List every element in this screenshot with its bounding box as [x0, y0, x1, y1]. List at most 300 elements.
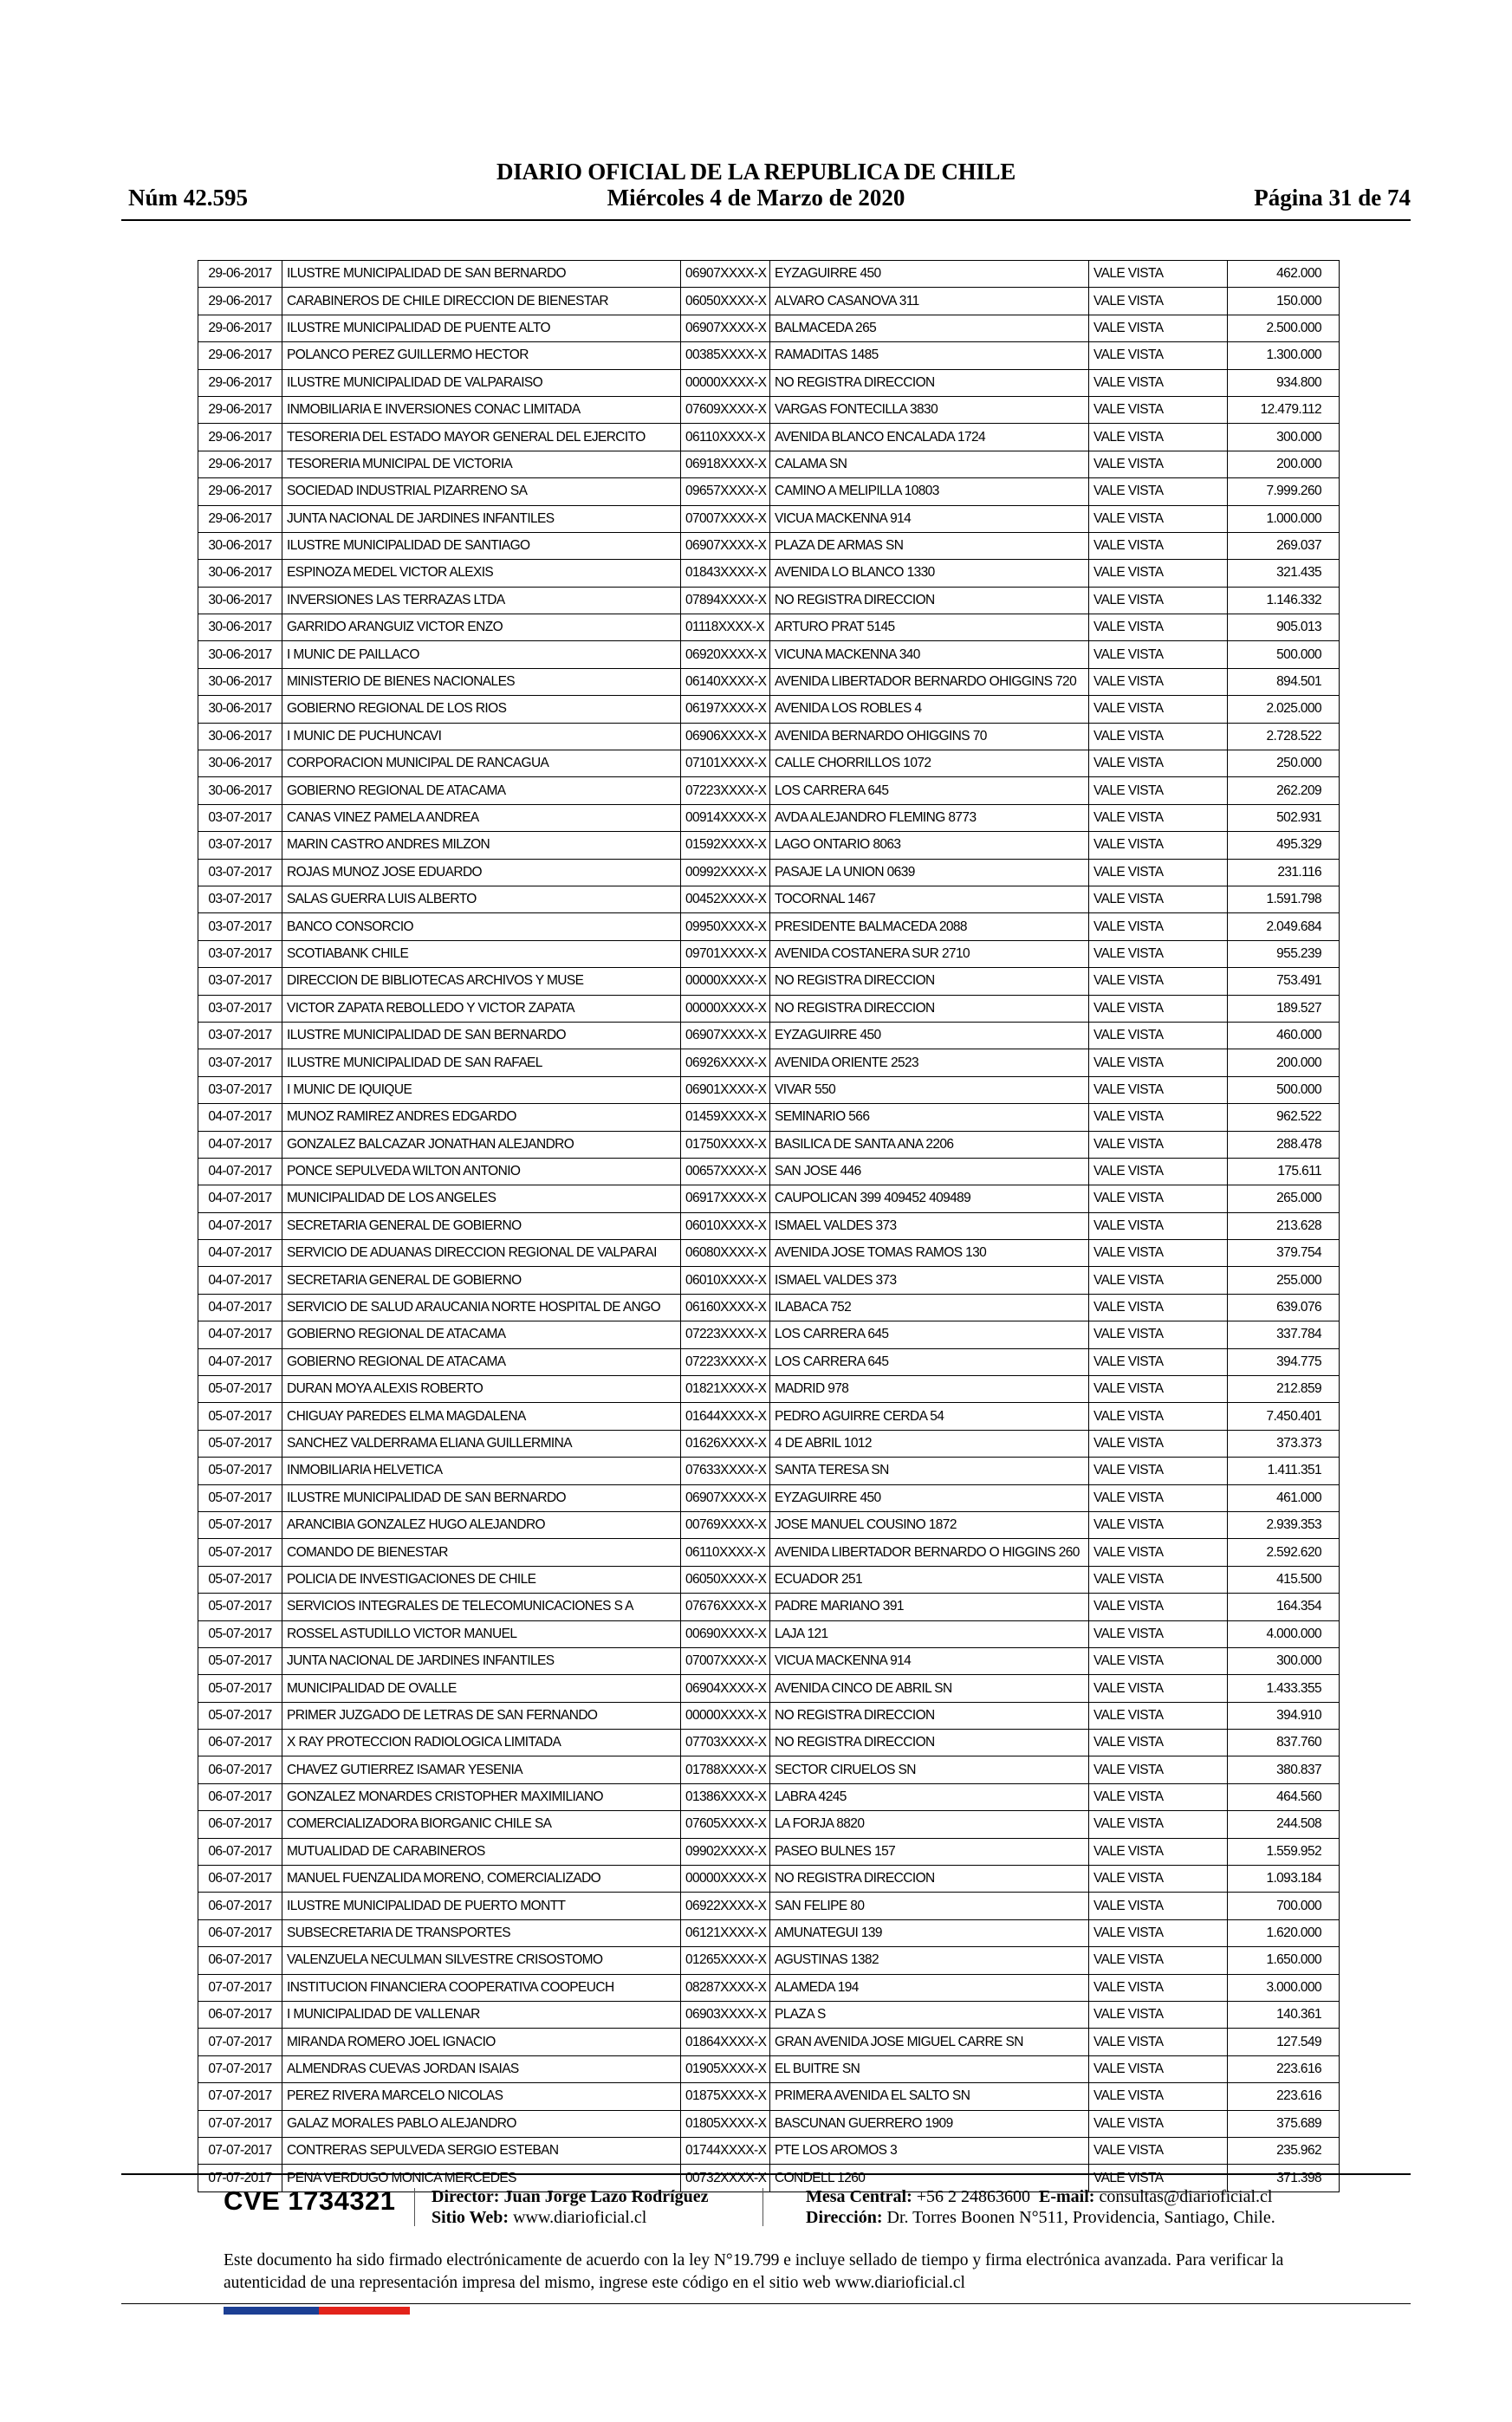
footer-separator	[414, 2188, 415, 2226]
beneficiary-cell: ROSSEL ASTUDILLO VICTOR MANUEL	[282, 1620, 681, 1647]
document-type-cell: VALE VISTA	[1089, 1294, 1228, 1321]
date-cell: 30-06-2017	[198, 641, 282, 668]
document-type-cell: VALE VISTA	[1089, 668, 1228, 695]
rut-cell: 06901XXXX-X	[681, 1076, 770, 1103]
footer-divider-bottom	[121, 2303, 1411, 2304]
date-cell: 05-07-2017	[198, 1458, 282, 1484]
table-row	[198, 1919, 1340, 1946]
address-cell: ISMAEL VALDES 373	[770, 1212, 1089, 1239]
rut-cell: 06907XXXX-X	[681, 315, 770, 341]
rut-cell: 07894XXXX-X	[681, 587, 770, 614]
beneficiary-cell: SOCIEDAD INDUSTRIAL PIZARRENO SA	[282, 478, 681, 505]
date-cell: 06-07-2017	[198, 1919, 282, 1946]
amount-cell: 3.000.000	[1228, 1974, 1340, 2001]
beneficiary-cell: I MUNICIPALIDAD DE VALLENAR	[282, 2002, 681, 2029]
rut-cell: 06050XXXX-X	[681, 288, 770, 315]
contact-block	[806, 2186, 1275, 2228]
address-cell: AVENIDA CINCO DE ABRIL SN	[770, 1675, 1089, 1702]
document-type-cell: VALE VISTA	[1089, 1783, 1228, 1810]
beneficiary-cell: INMOBILIARIA HELVETICA	[282, 1458, 681, 1484]
table-row	[198, 1076, 1340, 1103]
address-cell: AVDA ALEJANDRO FLEMING 8773	[770, 804, 1089, 831]
address-cell: VICUNA MACKENNA 340	[770, 641, 1089, 668]
amount-cell: 905.013	[1228, 614, 1340, 641]
rut-cell: 06922XXXX-X	[681, 1893, 770, 1919]
document-type-cell: VALE VISTA	[1089, 1838, 1228, 1865]
beneficiary-cell: DURAN MOYA ALEXIS ROBERTO	[282, 1376, 681, 1403]
address-cell: VICUA MACKENNA 914	[770, 1647, 1089, 1674]
amount-cell: 200.000	[1228, 451, 1340, 477]
amount-cell: 175.611	[1228, 1158, 1340, 1185]
rut-cell: 01843XXXX-X	[681, 560, 770, 587]
rut-cell: 07676XXXX-X	[681, 1594, 770, 1620]
amount-cell: 1.559.952	[1228, 1838, 1340, 1865]
amount-cell: 7.999.260	[1228, 478, 1340, 505]
beneficiary-cell: CHAVEZ GUTIERREZ ISAMAR YESENIA	[282, 1756, 681, 1783]
footer-separator	[762, 2188, 763, 2226]
date-cell: 05-07-2017	[198, 1594, 282, 1620]
beneficiary-cell: MUNOZ RAMIREZ ANDRES EDGARDO	[282, 1104, 681, 1131]
address-label: Dirección:	[806, 2208, 883, 2227]
date-cell: 05-07-2017	[198, 1430, 282, 1457]
date-cell: 05-07-2017	[198, 1675, 282, 1702]
document-type-cell: VALE VISTA	[1089, 723, 1228, 750]
date-cell: 07-07-2017	[198, 2029, 282, 2055]
rut-cell: 06907XXXX-X	[681, 1484, 770, 1511]
table-row	[198, 1403, 1340, 1430]
address-cell: PRESIDENTE BALMACEDA 2088	[770, 913, 1089, 940]
amount-cell: 250.000	[1228, 750, 1340, 777]
beneficiary-cell: ILUSTRE MUNICIPALIDAD DE SANTIAGO	[282, 532, 681, 559]
date-cell: 05-07-2017	[198, 1647, 282, 1674]
document-type-cell: VALE VISTA	[1089, 451, 1228, 477]
rut-cell: 01744XXXX-X	[681, 2137, 770, 2164]
beneficiary-cell: GONZALEZ BALCAZAR JONATHAN ALEJANDRO	[282, 1131, 681, 1158]
table-row	[198, 1620, 1340, 1647]
table-row	[198, 1267, 1340, 1294]
document-type-cell: VALE VISTA	[1089, 1049, 1228, 1076]
amount-cell: 244.508	[1228, 1811, 1340, 1838]
document-type-cell: VALE VISTA	[1089, 505, 1228, 532]
document-type-cell: VALE VISTA	[1089, 1104, 1228, 1131]
director-name: Juan Jorge Lazo Rodríguez	[503, 2187, 709, 2206]
rut-cell: 07223XXXX-X	[681, 1348, 770, 1375]
address-cell: LAJA 121	[770, 1620, 1089, 1647]
flag-stripe	[224, 2307, 410, 2315]
publication-title: DIARIO OFICIAL DE LA REPUBLICA DE CHILE	[496, 159, 1016, 185]
beneficiary-cell: PEREZ RIVERA MARCELO NICOLAS	[282, 2083, 681, 2110]
document-type-cell: VALE VISTA	[1089, 1267, 1228, 1294]
beneficiary-cell: CORPORACION MUNICIPAL DE RANCAGUA	[282, 750, 681, 777]
document-type-cell: VALE VISTA	[1089, 1919, 1228, 1946]
rut-cell: 07007XXXX-X	[681, 1647, 770, 1674]
beneficiary-cell: ILUSTRE MUNICIPALIDAD DE SAN BERNARDO	[282, 1484, 681, 1511]
table-row	[198, 1458, 1340, 1484]
table-row	[198, 1702, 1340, 1729]
date-cell: 30-06-2017	[198, 587, 282, 614]
beneficiary-cell: GONZALEZ MONARDES CRISTOPHER MAXIMILIANO	[282, 1783, 681, 1810]
date-cell: 06-07-2017	[198, 2002, 282, 2029]
document-type-cell: VALE VISTA	[1089, 2029, 1228, 2055]
beneficiary-cell: INSTITUCION FINANCIERA COOPERATIVA COOPEUCH	[282, 1974, 681, 2001]
document-type-cell: VALE VISTA	[1089, 832, 1228, 859]
flag-blue-band	[224, 2307, 319, 2315]
date-cell: 04-07-2017	[198, 1158, 282, 1185]
date-cell: 07-07-2017	[198, 2165, 282, 2191]
date-cell: 07-07-2017	[198, 2055, 282, 2082]
address-cell: AVENIDA LO BLANCO 1330	[770, 560, 1089, 587]
date-cell: 04-07-2017	[198, 1267, 282, 1294]
amount-cell: 140.361	[1228, 2002, 1340, 2029]
site-link[interactable]: www.diarioficial.cl	[513, 2208, 647, 2227]
beneficiary-cell: ALMENDRAS CUEVAS JORDAN ISAIAS	[282, 2055, 681, 2082]
document-type-cell: VALE VISTA	[1089, 1866, 1228, 1893]
rut-cell: 00732XXXX-X	[681, 2165, 770, 2191]
address-cell: AVENIDA BLANCO ENCALADA 1724	[770, 424, 1089, 451]
rut-cell: 09657XXXX-X	[681, 478, 770, 505]
table-row	[198, 1594, 1340, 1620]
beneficiary-cell: COMERCIALIZADORA BIORGANIC CHILE SA	[282, 1811, 681, 1838]
date-cell: 30-06-2017	[198, 560, 282, 587]
table-row	[198, 804, 1340, 831]
table-row	[198, 1294, 1340, 1321]
beneficiary-cell: ILUSTRE MUNICIPALIDAD DE PUENTE ALTO	[282, 315, 681, 341]
table-row	[198, 1212, 1340, 1239]
beneficiary-cell: GOBIERNO REGIONAL DE ATACAMA	[282, 1321, 681, 1348]
rut-cell: 06906XXXX-X	[681, 723, 770, 750]
table-row	[198, 1484, 1340, 1511]
beneficiary-cell: INVERSIONES LAS TERRAZAS LTDA	[282, 587, 681, 614]
rut-cell: 06140XXXX-X	[681, 668, 770, 695]
address-cell: GRAN AVENIDA JOSE MIGUEL CARRE SN	[770, 2029, 1089, 2055]
amount-cell: 265.000	[1228, 1185, 1340, 1212]
amount-cell: 500.000	[1228, 641, 1340, 668]
date-cell: 30-06-2017	[198, 532, 282, 559]
document-type-cell: VALE VISTA	[1089, 1730, 1228, 1756]
date-cell: 06-07-2017	[198, 1947, 282, 1974]
table-row	[198, 1158, 1340, 1185]
document-type-cell: VALE VISTA	[1089, 2137, 1228, 2164]
amount-cell: 461.000	[1228, 1484, 1340, 1511]
table-row	[198, 1647, 1340, 1674]
mesa-label: Mesa Central:	[806, 2187, 912, 2206]
beneficiary-cell: SALAS GUERRA LUIS ALBERTO	[282, 886, 681, 912]
amount-cell: 255.000	[1228, 1267, 1340, 1294]
table-row	[198, 1430, 1340, 1457]
address-cell: PEDRO AGUIRRE CERDA 54	[770, 1403, 1089, 1430]
rut-cell: 01875XXXX-X	[681, 2083, 770, 2110]
rut-cell: 01788XXXX-X	[681, 1756, 770, 1783]
table-row	[198, 424, 1340, 451]
table-row	[198, 288, 1340, 315]
table-row	[198, 668, 1340, 695]
document-type-cell: VALE VISTA	[1089, 369, 1228, 396]
amount-cell: 373.373	[1228, 1430, 1340, 1457]
amount-cell: 1.620.000	[1228, 1919, 1340, 1946]
date-cell: 07-07-2017	[198, 2083, 282, 2110]
address-cell: AMUNATEGUI 139	[770, 1919, 1089, 1946]
table-row	[198, 1022, 1340, 1049]
date-cell: 05-07-2017	[198, 1566, 282, 1593]
beneficiary-cell: POLICIA DE INVESTIGACIONES DE CHILE	[282, 1566, 681, 1593]
table-row	[198, 913, 1340, 940]
table-row	[198, 995, 1340, 1022]
document-type-cell: VALE VISTA	[1089, 1430, 1228, 1457]
address-cell: EYZAGUIRRE 450	[770, 261, 1089, 288]
table-row	[198, 1131, 1340, 1158]
address-cell: ISMAEL VALDES 373	[770, 1267, 1089, 1294]
amount-cell: 371.398	[1228, 2165, 1340, 2191]
amount-cell: 464.560	[1228, 1783, 1340, 1810]
beneficiary-cell: I MUNIC DE PAILLACO	[282, 641, 681, 668]
address-cell: ARTURO PRAT 5145	[770, 614, 1089, 641]
amount-cell: 213.628	[1228, 1212, 1340, 1239]
beneficiary-cell: GOBIERNO REGIONAL DE LOS RIOS	[282, 696, 681, 723]
document-type-cell: VALE VISTA	[1089, 995, 1228, 1022]
amount-cell: 321.435	[1228, 560, 1340, 587]
address-cell: MADRID 978	[770, 1376, 1089, 1403]
table-row	[198, 2055, 1340, 2082]
document-type-cell: VALE VISTA	[1089, 1566, 1228, 1593]
date-cell: 05-07-2017	[198, 1620, 282, 1647]
beneficiary-cell: SUBSECRETARIA DE TRANSPORTES	[282, 1919, 681, 1946]
rut-cell: 09701XXXX-X	[681, 940, 770, 967]
rut-cell: 00657XXXX-X	[681, 1158, 770, 1185]
date-cell: 06-07-2017	[198, 1838, 282, 1865]
address-cell: NO REGISTRA DIRECCION	[770, 369, 1089, 396]
beneficiary-cell: GALAZ MORALES PABLO ALEJANDRO	[282, 2110, 681, 2137]
rut-cell: 07101XXXX-X	[681, 750, 770, 777]
beneficiary-cell: SCOTIABANK CHILE	[282, 940, 681, 967]
rut-cell: 07223XXXX-X	[681, 777, 770, 804]
document-type-cell: VALE VISTA	[1089, 968, 1228, 995]
beneficiary-cell: GARRIDO ARANGUIZ VICTOR ENZO	[282, 614, 681, 641]
document-type-cell: VALE VISTA	[1089, 396, 1228, 423]
rut-cell: 01118XXXX-X	[681, 614, 770, 641]
beneficiary-cell: JUNTA NACIONAL DE JARDINES INFANTILES	[282, 505, 681, 532]
beneficiary-cell: VALENZUELA NECULMAN SILVESTRE CRISOSTOMO	[282, 1947, 681, 1974]
beneficiary-cell: GOBIERNO REGIONAL DE ATACAMA	[282, 1348, 681, 1375]
date-cell: 05-07-2017	[198, 1702, 282, 1729]
address-cell: RAMADITAS 1485	[770, 342, 1089, 369]
address-cell: AVENIDA BERNARDO OHIGGINS 70	[770, 723, 1089, 750]
document-type-cell: VALE VISTA	[1089, 886, 1228, 912]
director-block	[432, 2186, 709, 2228]
table-row	[198, 451, 1340, 477]
amount-cell: 1.411.351	[1228, 1458, 1340, 1484]
address-cell: JOSE MANUEL COUSINO 1872	[770, 1511, 1089, 1538]
table-row	[198, 859, 1340, 886]
beneficiary-cell: MUNICIPALIDAD DE LOS ANGELES	[282, 1185, 681, 1212]
address-cell: NO REGISTRA DIRECCION	[770, 587, 1089, 614]
amount-cell: 223.616	[1228, 2083, 1340, 2110]
date-cell: 29-06-2017	[198, 342, 282, 369]
rut-cell: 06907XXXX-X	[681, 261, 770, 288]
rut-cell: 07605XXXX-X	[681, 1811, 770, 1838]
beneficiary-cell: TESORERIA MUNICIPAL DE VICTORIA	[282, 451, 681, 477]
document-type-cell: VALE VISTA	[1089, 641, 1228, 668]
publication-date: Miércoles 4 de Marzo de 2020	[607, 185, 905, 211]
date-cell: 06-07-2017	[198, 1756, 282, 1783]
table-row	[198, 560, 1340, 587]
rut-cell: 09950XXXX-X	[681, 913, 770, 940]
date-cell: 03-07-2017	[198, 832, 282, 859]
amount-cell: 495.329	[1228, 832, 1340, 859]
rut-cell: 01265XXXX-X	[681, 1947, 770, 1974]
date-cell: 30-06-2017	[198, 750, 282, 777]
table-row	[198, 478, 1340, 505]
address-cell: AVENIDA JOSE TOMAS RAMOS 130	[770, 1240, 1089, 1267]
address-cell: AGUSTINAS 1382	[770, 1947, 1089, 1974]
document-type-cell: VALE VISTA	[1089, 315, 1228, 341]
document-type-cell: VALE VISTA	[1089, 1974, 1228, 2001]
beneficiary-cell: JUNTA NACIONAL DE JARDINES INFANTILES	[282, 1647, 681, 1674]
amount-cell: 1.146.332	[1228, 587, 1340, 614]
document-type-cell: VALE VISTA	[1089, 696, 1228, 723]
amount-cell: 2.728.522	[1228, 723, 1340, 750]
address-cell: LOS CARRERA 645	[770, 777, 1089, 804]
document-type-cell: VALE VISTA	[1089, 532, 1228, 559]
amount-cell: 1.650.000	[1228, 1947, 1340, 1974]
rut-cell: 07633XXXX-X	[681, 1458, 770, 1484]
amount-cell: 300.000	[1228, 1647, 1340, 1674]
document-type-cell: VALE VISTA	[1089, 342, 1228, 369]
document-type-cell: VALE VISTA	[1089, 1076, 1228, 1103]
rut-cell: 07609XXXX-X	[681, 396, 770, 423]
rut-cell: 01905XXXX-X	[681, 2055, 770, 2082]
address-cell: BALMACEDA 265	[770, 315, 1089, 341]
address-cell: BASILICA DE SANTA ANA 2206	[770, 1131, 1089, 1158]
table-row	[198, 1185, 1340, 1212]
footer-divider-top	[121, 2173, 1411, 2175]
amount-cell: 639.076	[1228, 1294, 1340, 1321]
date-cell: 29-06-2017	[198, 369, 282, 396]
table-row	[198, 1675, 1340, 1702]
date-cell: 30-06-2017	[198, 723, 282, 750]
table-row	[198, 1730, 1340, 1756]
header-divider	[121, 219, 1411, 221]
document-type-cell: VALE VISTA	[1089, 288, 1228, 315]
table-row	[198, 696, 1340, 723]
date-cell: 30-06-2017	[198, 614, 282, 641]
date-cell: 03-07-2017	[198, 859, 282, 886]
amount-cell: 934.800	[1228, 369, 1340, 396]
date-cell: 29-06-2017	[198, 315, 282, 341]
rut-cell: 06907XXXX-X	[681, 1022, 770, 1049]
rut-cell: 01626XXXX-X	[681, 1430, 770, 1457]
table-row	[198, 587, 1340, 614]
amount-cell: 2.592.620	[1228, 1539, 1340, 1566]
date-cell: 06-07-2017	[198, 1866, 282, 1893]
document-type-cell: VALE VISTA	[1089, 1756, 1228, 1783]
address-cell: 4 DE ABRIL 1012	[770, 1430, 1089, 1457]
document-type-cell: VALE VISTA	[1089, 1893, 1228, 1919]
table-row	[198, 940, 1340, 967]
address-cell: EL BUITRE SN	[770, 2055, 1089, 2082]
rut-cell: 06160XXXX-X	[681, 1294, 770, 1321]
address-cell: EYZAGUIRRE 450	[770, 1022, 1089, 1049]
document-type-cell: VALE VISTA	[1089, 478, 1228, 505]
beneficiary-cell: ROJAS MUNOZ JOSE EDUARDO	[282, 859, 681, 886]
date-cell: 03-07-2017	[198, 1076, 282, 1103]
document-type-cell: VALE VISTA	[1089, 1321, 1228, 1348]
amount-cell: 150.000	[1228, 288, 1340, 315]
address-cell: LOS CARRERA 645	[770, 1348, 1089, 1375]
amount-cell: 502.931	[1228, 804, 1340, 831]
document-type-cell: VALE VISTA	[1089, 1511, 1228, 1538]
address-cell: AVENIDA COSTANERA SUR 2710	[770, 940, 1089, 967]
rut-cell: 01459XXXX-X	[681, 1104, 770, 1131]
rut-cell: 06121XXXX-X	[681, 1919, 770, 1946]
document-type-cell: VALE VISTA	[1089, 1811, 1228, 1838]
beneficiary-cell: CONTRERAS SEPULVEDA SERGIO ESTEBAN	[282, 2137, 681, 2164]
rut-cell: 06918XXXX-X	[681, 451, 770, 477]
rut-cell: 06926XXXX-X	[681, 1049, 770, 1076]
address-cell: NO REGISTRA DIRECCION	[770, 1866, 1089, 1893]
date-cell: 06-07-2017	[198, 1783, 282, 1810]
beneficiary-cell: ARANCIBIA GONZALEZ HUGO ALEJANDRO	[282, 1511, 681, 1538]
table-row	[198, 2137, 1340, 2164]
email-link[interactable]: consultas@diarioficial.cl	[1099, 2187, 1273, 2206]
date-cell: 04-07-2017	[198, 1321, 282, 1348]
address-cell: LAGO ONTARIO 8063	[770, 832, 1089, 859]
table-row	[198, 1974, 1340, 2001]
amount-cell: 1.433.355	[1228, 1675, 1340, 1702]
table-row	[198, 1539, 1340, 1566]
document-type-cell: VALE VISTA	[1089, 859, 1228, 886]
rut-cell: 00000XXXX-X	[681, 968, 770, 995]
amount-cell: 12.479.112	[1228, 396, 1340, 423]
date-cell: 29-06-2017	[198, 261, 282, 288]
rut-cell: 06050XXXX-X	[681, 1566, 770, 1593]
beneficiary-cell: MANUEL FUENZALIDA MORENO, COMERCIALIZADO	[282, 1866, 681, 1893]
table-row	[198, 1376, 1340, 1403]
beneficiary-cell: SECRETARIA GENERAL DE GOBIERNO	[282, 1212, 681, 1239]
table-row	[198, 1104, 1340, 1131]
beneficiary-cell: SECRETARIA GENERAL DE GOBIERNO	[282, 1267, 681, 1294]
amount-cell: 288.478	[1228, 1131, 1340, 1158]
table-row	[198, 369, 1340, 396]
beneficiary-cell: COMANDO DE BIENESTAR	[282, 1539, 681, 1566]
amount-cell: 894.501	[1228, 668, 1340, 695]
table-row	[198, 505, 1340, 532]
date-cell: 06-07-2017	[198, 1893, 282, 1919]
address-cell: AVENIDA LOS ROBLES 4	[770, 696, 1089, 723]
address-cell: LOS CARRERA 645	[770, 1321, 1089, 1348]
date-cell: 07-07-2017	[198, 2110, 282, 2137]
rut-cell: 00769XXXX-X	[681, 1511, 770, 1538]
document-type-cell: VALE VISTA	[1089, 1403, 1228, 1430]
document-type-cell: VALE VISTA	[1089, 804, 1228, 831]
document-type-cell: VALE VISTA	[1089, 1348, 1228, 1375]
date-cell: 29-06-2017	[198, 451, 282, 477]
address-cell: SEMINARIO 566	[770, 1104, 1089, 1131]
amount-cell: 4.000.000	[1228, 1620, 1340, 1647]
rut-cell: 06903XXXX-X	[681, 2002, 770, 2029]
rut-cell: 01750XXXX-X	[681, 1131, 770, 1158]
address-cell: ECUADOR 251	[770, 1566, 1089, 1593]
date-cell: 04-07-2017	[198, 1104, 282, 1131]
amount-cell: 460.000	[1228, 1022, 1340, 1049]
address-cell: VARGAS FONTECILLA 3830	[770, 396, 1089, 423]
address-cell: PLAZA S	[770, 2002, 1089, 2029]
issue-number: Núm 42.595	[128, 185, 249, 211]
page-number: Página 31 de 74	[1254, 185, 1411, 211]
rut-cell: 09902XXXX-X	[681, 1838, 770, 1865]
rut-cell: 06010XXXX-X	[681, 1267, 770, 1294]
rut-cell: 00000XXXX-X	[681, 369, 770, 396]
document-type-cell: VALE VISTA	[1089, 750, 1228, 777]
